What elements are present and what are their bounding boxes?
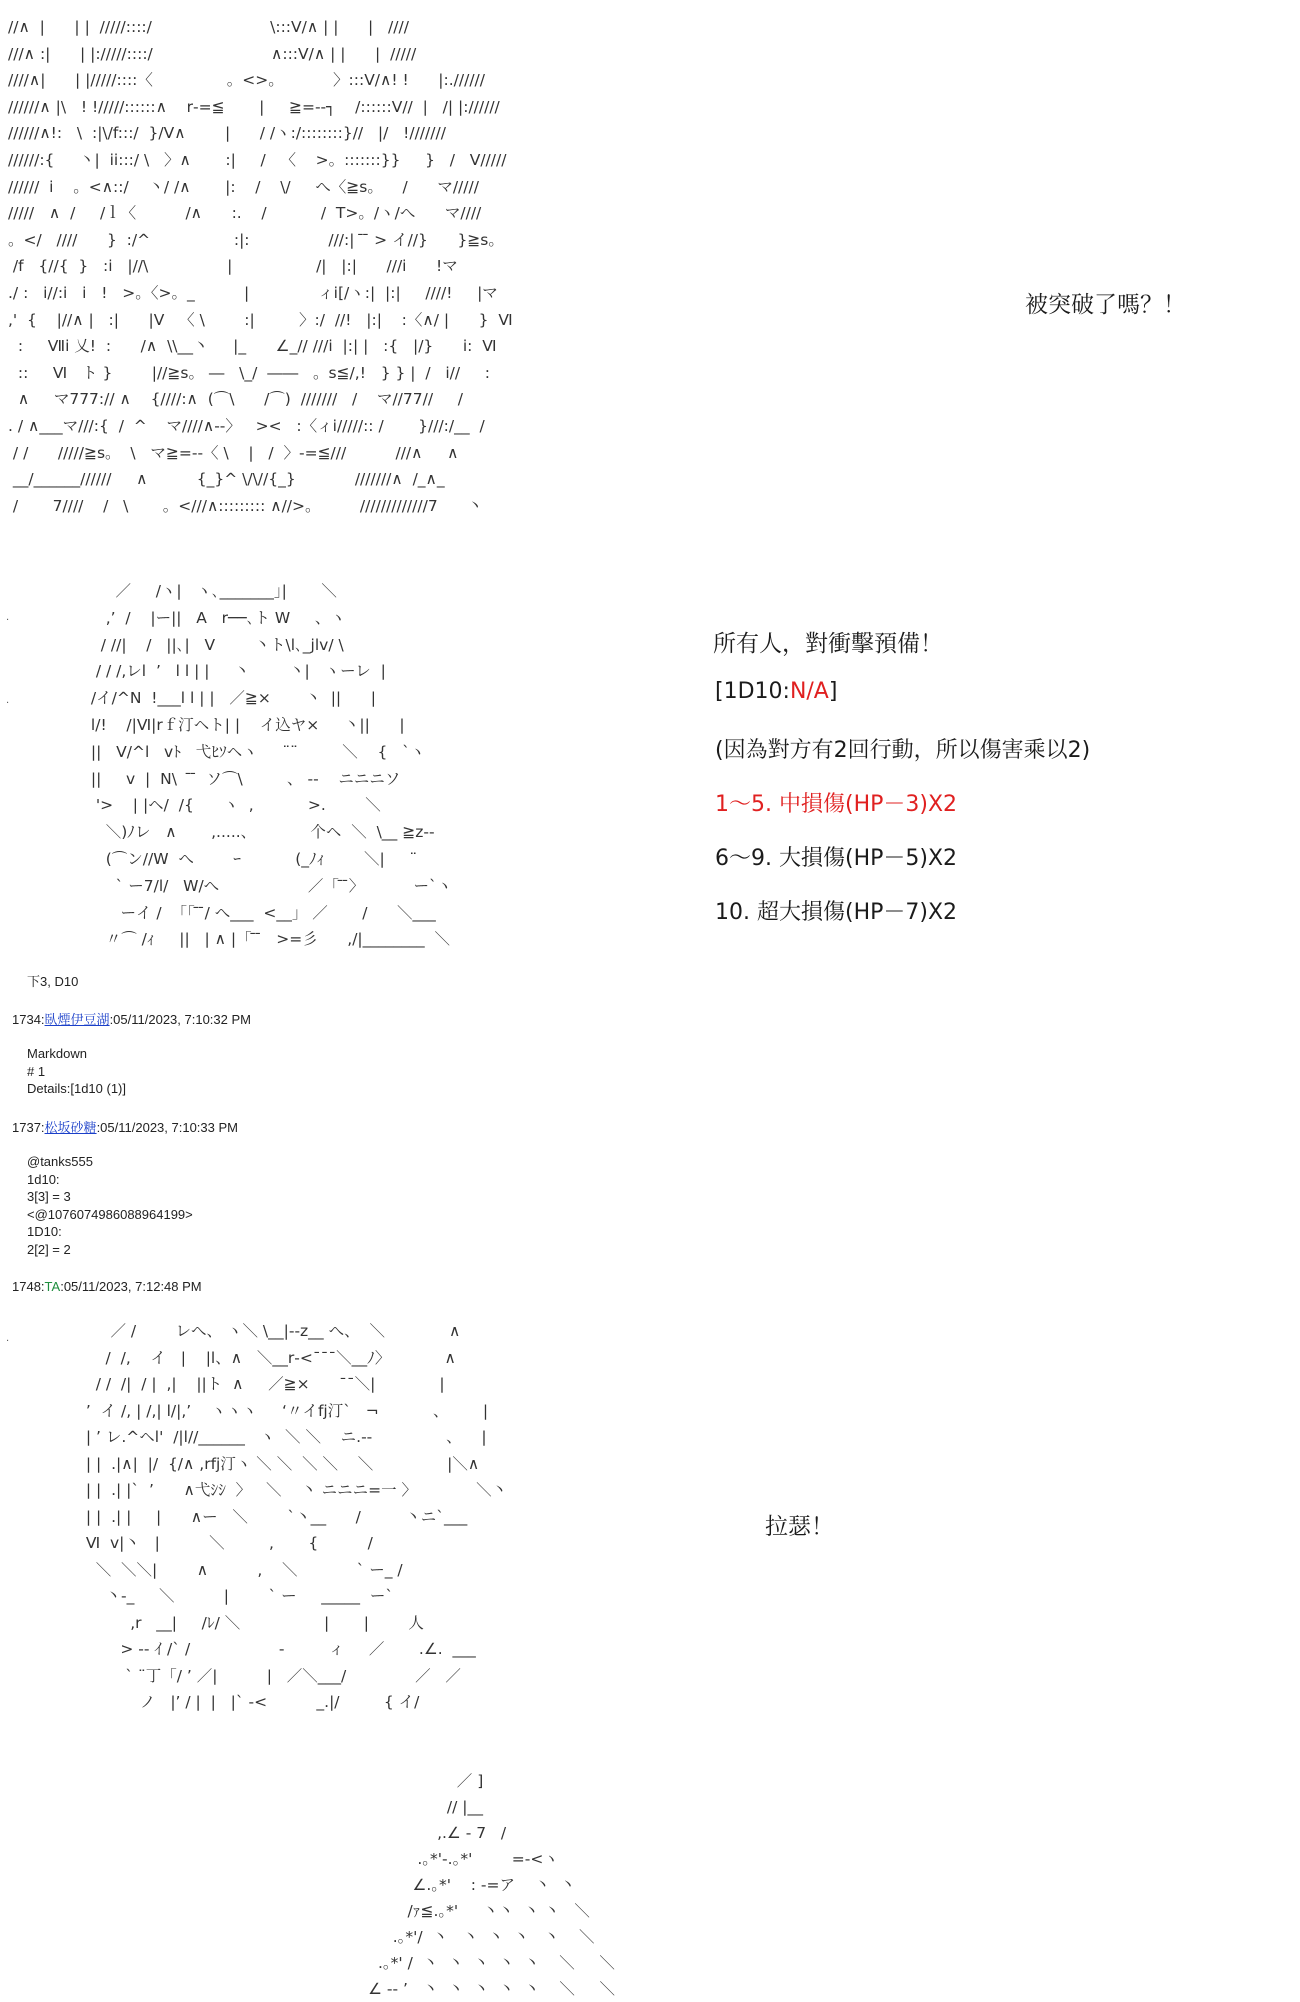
- margin-dot: .: [6, 695, 10, 706]
- post-header-1748: [12, 1279, 202, 1294]
- poster-name-link[interactable]: 松坂砂糖: [44, 1120, 97, 1135]
- ascii-art-panel-3: ／ / レへ、 ヽ＼ \__|‐‐z__ へ、 ＼ ∧ / /, イ | |l、∧ ＼__r‐<¯¯¯＼__ﾉ〉 ∧ / / /| / | ,| ||ト ∧ ／≧× ¯¯＼| | ’ イ /, | /,| l/|,’ ヽヽヽ ‘〃イfj汀` ¬ 、 | | ’ レ.^ヘl' /|l//______ ヽ ＼ ＼ ニ.-‐ 、 | | | .|∧| |/ {/∧ ,rfj汀ヽ ＼ ＼ ＼ ＼ ＼ |＼∧ | | .| |` ’ ∧弋ｼｼ 〉 ＼ 丶 ニニニ=一 〉 ＼丶 | | .| | | ∧ー ＼ `丶__ / 丶ニ`___ Ⅵ v|丶 | ＼ , { / ＼ ＼＼| ∧ , ＼ ` ー_ / 丶‐_ ＼ | ` ー _____ ー` ,r __| /ﾚ/ ＼ | | 人 > ‐‐ ｲ /` / ‐ ィ ／ .∠. ___ ` ¨丁「/ ’ ／| | ／＼___/ ／ ／ ノ |’ / | | |` ‐< _.|/ { イ/: [85, 1322, 508, 1711]
- post-number: 1737:: [12, 1120, 45, 1135]
- roll-value: N/A: [789, 679, 829, 704]
- option-medium-damage: 1～5. 中損傷(HP－3)X2: [715, 792, 958, 817]
- margin-dot: .: [6, 612, 10, 623]
- post-date: :05/11/2023, 7:10:32 PM: [109, 1012, 251, 1027]
- post-body-1734: Markdown # 1 Details:[1d10 (1)]: [27, 1046, 126, 1096]
- option-critical-damage: 10. 超大損傷(HP－7)X2: [715, 900, 958, 925]
- roll-suffix: ]: [828, 679, 838, 704]
- post-number: 1734:: [12, 1012, 45, 1027]
- ascii-art-panel-1: //∧ | | | /////::::/ \:::V/∧ | | | //// ///∧ :| | |://///::::/ ∧:::V/∧ | | | ///// ////∧| | |/////::::〈 。<>。 〉:::V/∧! ! |:.////// //////∧ |\ ! !/////::::::∧ r‐=≦ | ≧=‐‐┐ /::::::V// | /| |:////// //////∧!: \ :|\/f:::/ }/V∧ | / /ヽ:/::::::::}// |/ !/////// //////:{ 丶| ii:::/ \ 〉∧ :| / 〈 >。:::::::}} } / V///// ////// i 。<∧::/ 丶/ /∧ |: / \/ へ〈≧s。 / マ///// ///// ∧ / /ｌ〈 /∧ :. / / T>。/ヽ/へ マ//// 。</ //// } :/^ :|: ///:| ̄ ̄ > イ//} }≧s。 /f {//{ } :i |//\ | /| |:| ///i !マ ./ : i//:i i ! >。〈>。_ | ィi[/ヽ:| |:| ////! |マ ,' { |//∧ | :| |V 〈 \ :| 〉:/ //! |:| :〈∧/ | } Ⅵ : Ⅶi 乂! : /∧ \\__丶 |_ ∠_// ///i |:| | :{ |/} i: Ⅵ :: Ⅵ ト } |//≧s。 ― \_/ ―― 。s≦/,! } } | / i// : ∧ マ777:// ∧ {////:∧ (⌒\ /⌒) /////// / マ//77// / . / ∧___マ///:{ / ^ マ////∧‐‐〉 >< :〈ィi/////:: / }///:/__ / / / /////≧s。 \ マ≧=‐‐〈 \ | / 〉‐=≦/// ///∧ ∧ __/______////// ∧ {_}^ \/\//{_} ///////∧ /_∧_ / 7//// / \ 。<///∧::::::::: ∧//>。 /////////////7 丶: [8, 18, 513, 515]
- post-number: 1748:: [12, 1279, 45, 1294]
- post-body-1737: @tanks555 1d10: 3[3] = 3 <@1076074986088964199> 1D10: 2[2] = 2: [27, 1154, 193, 1257]
- ascii-art-panel-4: ／ ] // |__ ,.∠ - 7 / .｡*'-.｡*' =‐<ヽ ∠.｡*' : ‐=ア 丶 丶 /ｧ≦.｡*' 丶丶 丶 丶 ＼ .｡*'/ 丶 丶 丶 丶 丶 ＼ .｡*' / 丶 丶 丶 丶 丶 ＼ ＼ ∠ ‐‐ ’ 丶 丶 丶 丶 丶 ＼ ＼: [368, 1772, 616, 1998]
- poster-name[interactable]: TA: [44, 1279, 61, 1294]
- damage-note: (因為對方有2回行動，所以傷害乘以2): [715, 738, 1091, 763]
- margin-dot: .: [6, 1333, 10, 1344]
- dialogue-breakthrough: 被突破了嗎？！: [1025, 292, 1186, 318]
- roll-prefix: [1D10:: [715, 679, 790, 704]
- ascii-art-panel-2: ／ /ヽ| ヽ､_______｣| ＼ ,’ / |ー|| A r──､ト W 、ヽ / //| / ||､| V 丶ト\l､_jlv/ \ / / /,レl ’ l l | | 丶 丶| ヽーレ | /イ/^N !___l l | | ／≧× 丶 || | l/! /|Ⅵ|rｆ汀ヘト| | イ込ヤ× 丶|| | || V/^l vﾄ 弋ﾋｿヘヽ ¨¨ ＼ { `ヽ || v | N\ ̄ ̄ ソ⌒\ 、 -‐ ニニニソ '> | |ヘ/ /{ ヽ , >. ＼ ＼)ﾉレ ∧ ,.....、 个ヘ ＼ \__ ≧z‐- (⌒ン//W へ ｰ (_ﾉｨ ＼| ¨ ` ー7/l/ W/へ ／「 ̄ ̄〉 ー`ヽ ーイ / 「「 ̄ ̄/ へ___ <__」 ／ / ＼___ 〃⌒ /ｨ || | ∧ |「 ̄ ̄ >=彡 ,/|________ ＼: [90, 582, 453, 949]
- footer-note: 下3, D10: [27, 974, 79, 989]
- dice-roll-result: [715, 679, 837, 704]
- post-header-1734: [12, 1009, 251, 1028]
- option-heavy-damage: 6～9. 大損傷(HP－5)X2: [715, 846, 958, 871]
- poster-name-link[interactable]: 臥煙伊豆湖: [44, 1012, 110, 1027]
- dialogue-rasse: 拉瑟！: [765, 1514, 834, 1540]
- post-date: :05/11/2023, 7:10:33 PM: [96, 1120, 238, 1135]
- dialogue-brace: 所有人，對衝擊預備！: [713, 631, 943, 657]
- post-header-1737: [12, 1117, 238, 1136]
- post-date: :05/11/2023, 7:12:48 PM: [60, 1279, 202, 1294]
